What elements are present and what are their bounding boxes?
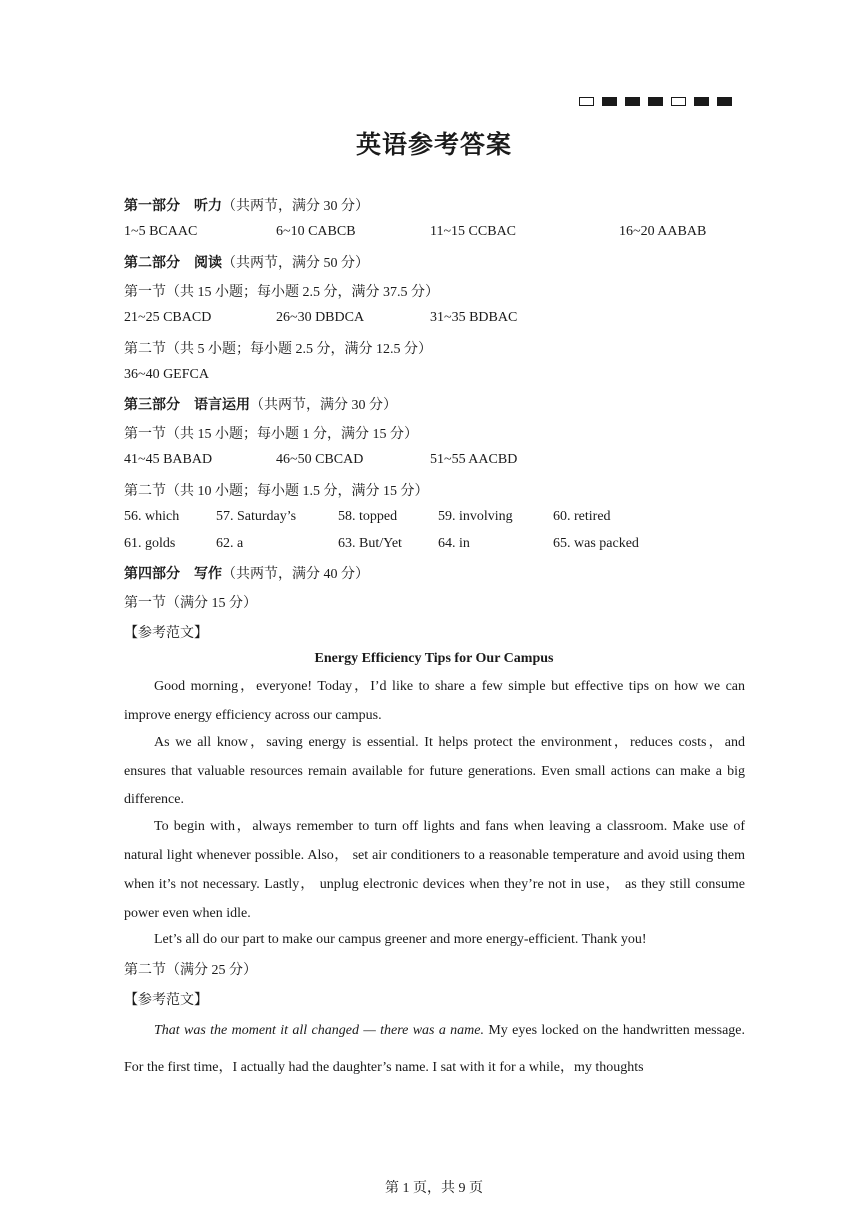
answer-group: 21~25 CBACD bbox=[124, 310, 212, 325]
fill-answer: 60. retired bbox=[553, 509, 611, 524]
part3-section2: 第二节（共 10 小题；每小题 1.5 分，满分 15 分） bbox=[124, 484, 429, 499]
header-mark bbox=[694, 97, 709, 106]
part1-heading-line bbox=[124, 195, 369, 215]
part4-note: （共两节，满分 40 分） bbox=[222, 567, 369, 582]
part3-heading: 第三部分 语言运用 bbox=[124, 398, 250, 413]
part2-note: （共两节，满分 50 分） bbox=[222, 256, 369, 271]
part2-section1: 第一节（共 15 小题；每小题 2.5 分，满分 37.5 分） bbox=[124, 285, 439, 300]
header-mark bbox=[602, 97, 617, 106]
sample-essay-label: 【参考范文】 bbox=[124, 993, 208, 1008]
essay-paragraph: Good morning，everyone! Today，I’d like to share a few simple but effective tips on how we can improve energy efficiency across our campus. bbox=[124, 679, 745, 723]
part3-note: （共两节，满分 30 分） bbox=[250, 398, 397, 413]
continuation-opening: That was the moment it all changed — there was a name. bbox=[154, 1023, 485, 1038]
part1-heading: 第一部分 听力 bbox=[124, 199, 222, 214]
essay-title: Energy Efficiency Tips for Our Campus bbox=[314, 651, 554, 666]
fill-answer: 59. involving bbox=[438, 509, 513, 524]
answer-group: 51~55 AACBD bbox=[430, 452, 518, 467]
fill-answer: 64. in bbox=[438, 536, 470, 551]
part3-section1: 第一节（共 15 小题；每小题 1 分，满分 15 分） bbox=[124, 427, 418, 442]
answer-group: 11~15 CCBAC bbox=[430, 224, 517, 239]
part2-heading-line bbox=[124, 252, 369, 272]
answer-group: 36~40 GEFCA bbox=[124, 367, 209, 382]
header-mark bbox=[717, 97, 732, 106]
header-mark bbox=[579, 97, 594, 106]
continuation-text: My eyes locked on the handwritten message. For the first time，I actually had the daughter’s name. I sat with it for a while，my thoughts bbox=[124, 1023, 745, 1075]
answer-group: 6~10 CABCB bbox=[276, 224, 356, 239]
part4-section2: 第二节（满分 25 分） bbox=[124, 963, 257, 978]
header-mark bbox=[648, 97, 663, 106]
fill-answer: 61. golds bbox=[124, 536, 176, 551]
answer-group: 16~20 AABAB bbox=[619, 224, 707, 239]
fill-answer: 56. which bbox=[124, 509, 180, 524]
answer-group: 41~45 BABAD bbox=[124, 452, 213, 467]
page-title: 英语参考答案 bbox=[355, 130, 512, 159]
header-mark bbox=[671, 97, 686, 106]
part4-heading-line bbox=[124, 563, 369, 583]
fill-answer: 63. But/Yet bbox=[338, 536, 402, 551]
essay-paragraph: Let’s all do our part to make our campus greener and more energy-efficient. Thank you! bbox=[154, 932, 647, 947]
part2-heading: 第二部分 阅读 bbox=[124, 256, 222, 271]
part1-note: （共两节，满分 30 分） bbox=[222, 199, 369, 214]
part4-section1: 第一节（满分 15 分） bbox=[124, 596, 257, 611]
part2-section2: 第二节（共 5 小题；每小题 2.5 分，满分 12.5 分） bbox=[124, 342, 432, 357]
fill-answer: 62. a bbox=[216, 536, 244, 551]
part3-heading-line bbox=[124, 394, 397, 414]
essay-paragraph: To begin with，always remember to turn off lights and fans when leaving a classroom. Make use of natural light whenever possible. Also， set air conditioners to a reasonable temperature and avoid using them when it’s not necessary. Lastly， unplug electronic devices when they’re not in use， as they still consume power even when idle. bbox=[124, 819, 745, 921]
sample-essay-label: 【参考范文】 bbox=[124, 626, 208, 641]
continuation-paragraph bbox=[124, 1012, 745, 1086]
part4-heading: 第四部分 写作 bbox=[124, 567, 222, 582]
answer-group: 46~50 CBCAD bbox=[276, 452, 364, 467]
answer-group: 26~30 DBDCA bbox=[276, 310, 365, 325]
answer-group: 1~5 BCAAC bbox=[124, 224, 198, 239]
header-mark bbox=[625, 97, 640, 106]
essay-paragraph: As we all know，saving energy is essential. It helps protect the environment，reduces costs，and ensures that valuable resources remain available for future generations. Even small actions can make a big difference. bbox=[124, 735, 745, 807]
page-footer: 第 1 页，共 9 页 bbox=[385, 1181, 483, 1196]
answer-group: 31~35 BDBAC bbox=[430, 310, 518, 325]
fill-answer: 58. topped bbox=[338, 509, 398, 524]
fill-answer: 57. Saturday’s bbox=[216, 509, 297, 524]
fill-answer: 65. was packed bbox=[553, 536, 639, 551]
header-marks bbox=[579, 97, 732, 106]
